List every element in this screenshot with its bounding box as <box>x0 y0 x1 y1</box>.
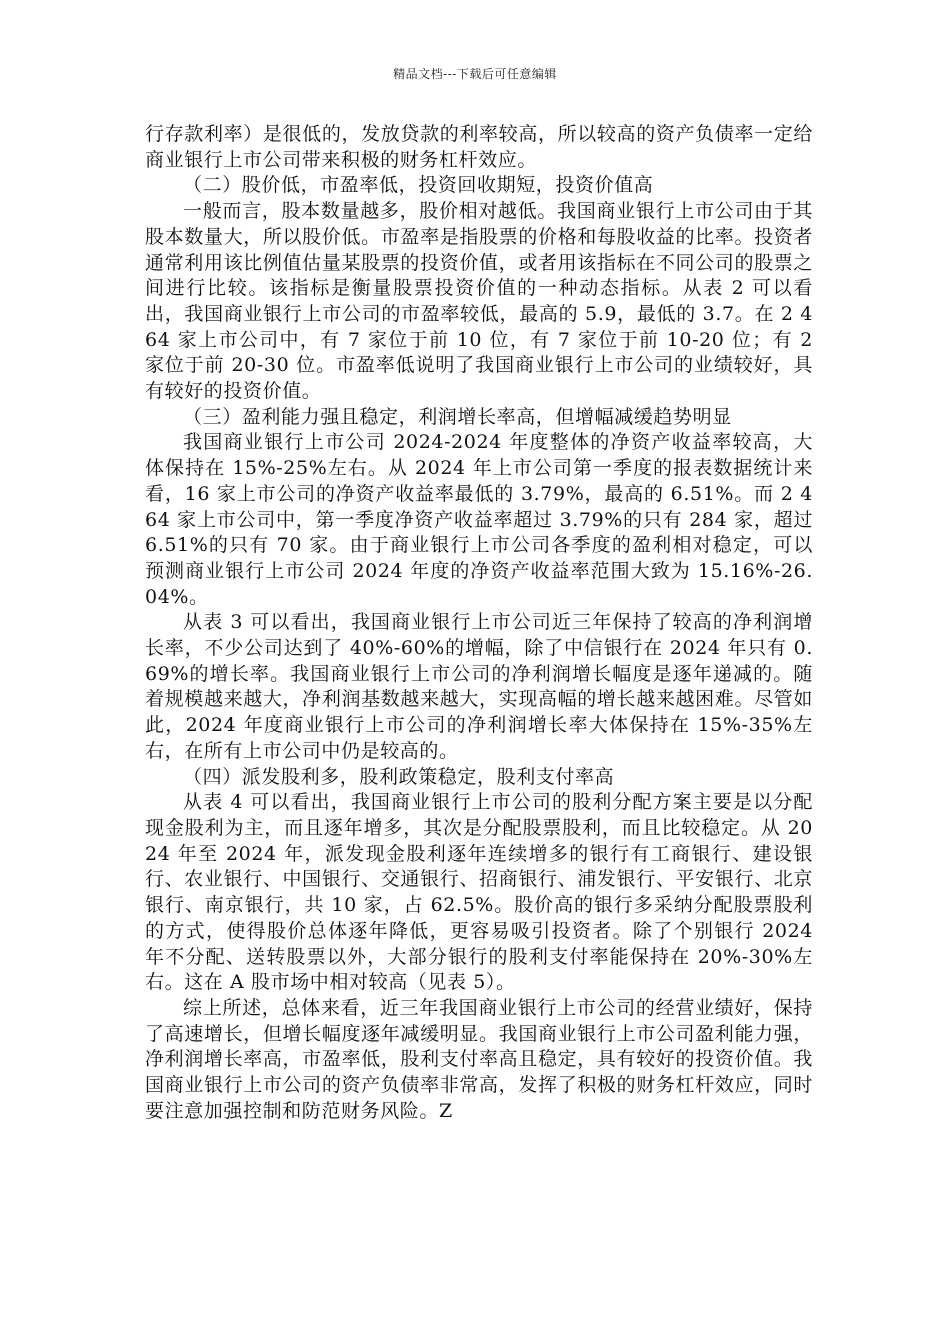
section-heading: （三）盈利能力强且稳定，利润增长率高，但增幅减缓趋势明显 <box>183 405 732 428</box>
paragraph: 从表 3 可以看出，我国商业银行上市公司近三年保持了较高的净利润增长率，不少公司达到了 40%-60%的增幅，除了中信银行在 2024 年只有 0.69%的增长率。我国商业银行上市公司的净利润增长幅度是逐年递减的。随着规模越来越大，净利润基数越来越大，实现高幅的增长越来越困难。尽管如此，2024 年度商业银行上市公司的净利润增长率大体保持在 15%-35%左右，在所有上市公司中仍是较高的。 <box>145 611 813 762</box>
document-body <box>145 122 813 1124</box>
section-heading: （四）派发股利多，股利政策稳定，股利支付率高 <box>183 765 615 788</box>
page-header: 精品文档---下载后可任意编辑 <box>393 67 557 81</box>
paragraph: 行存款利率）是很低的，发放贷款的利率较高，所以较高的资产负债率一定给商业银行上市公司带来积极的财务杠杆效应。 <box>145 123 813 171</box>
paragraph: 从表 4 可以看出，我国商业银行上市公司的股利分配方案主要是以分配现金股利为主，而且逐年增多，其次是分配股票股利，而且比较稳定。从 2024 年至 2024 年，派发现金股利逐年连续增多的银行有工商银行、建设银行、农业银行、中国银行、交通银行、招商银行、浦发银行、平安银行、北京银行、南京银行，共 10 家，占 62.5%。股价高的银行多采纳分配股票股利的方式，使得股价总体逐年降低，更容易吸引投资者。除了个别银行 2024 年不分配、送转股票以外，大部分银行的股利支付率能保持在 20%-30%左右。这在 A 股市场中相对较高（见表 5）。 <box>145 791 813 994</box>
paragraph: 综上所述，总体来看，近三年我国商业银行上市公司的经营业绩好，保持了高速增长，但增长幅度逐年减缓明显。我国商业银行上市公司盈利能力强，净利润增长率高，市盈率低，股利支付率高且稳定，具有较好的投资价值。我国商业银行上市公司的资产负债率非常高，发挥了积极的财务杠杆效应，同时要注意加强控制和防范财务风险。Z <box>145 996 813 1122</box>
paragraph: 一般而言，股本数量越多，股价相对越低。我国商业银行上市公司由于其股本数量大，所以股价低。市盈率是指股票的价格和每股收益的比率。投资者通常利用该比例值估量某股票的投资价值，或者用该指标在不同公司的股票之间进行比较。该指标是衡量股票投资价值的一种动态指标。从表 2 可以看出，我国商业银行上市公司的市盈率较低，最高的 5.9，最低的 3.7。在 2 464 家上市公司中，有 7 家位于前 10 位，有 7 家位于前 10-20 位；有 2 家位于前 20-30 位。市盈率低说明了我国商业银行上市公司的业绩较好，具有较好的投资价值。 <box>145 200 813 403</box>
paragraph: 我国商业银行上市公司 2024-2024 年度整体的净资产收益率较高，大体保持在 15%-25%左右。从 2024 年上市公司第一季度的报表数据统计来看，16 家上市公司的净资产收益率最低的 3.79%，最高的 6.51%。而 2 464 家上市公司中，第一季度净资产收益率超过 3.79%的只有 284 家，超过 6.51%的只有 70 家。由于商业银行上市公司各季度的盈利相对稳定，可以预测商业银行上市公司 2024 年度的净资产收益率范围大致为 15.16%-26.04%。 <box>145 431 813 608</box>
section-heading: （二）股价低，市盈率低，投资回收期短，投资价值高 <box>183 174 654 197</box>
